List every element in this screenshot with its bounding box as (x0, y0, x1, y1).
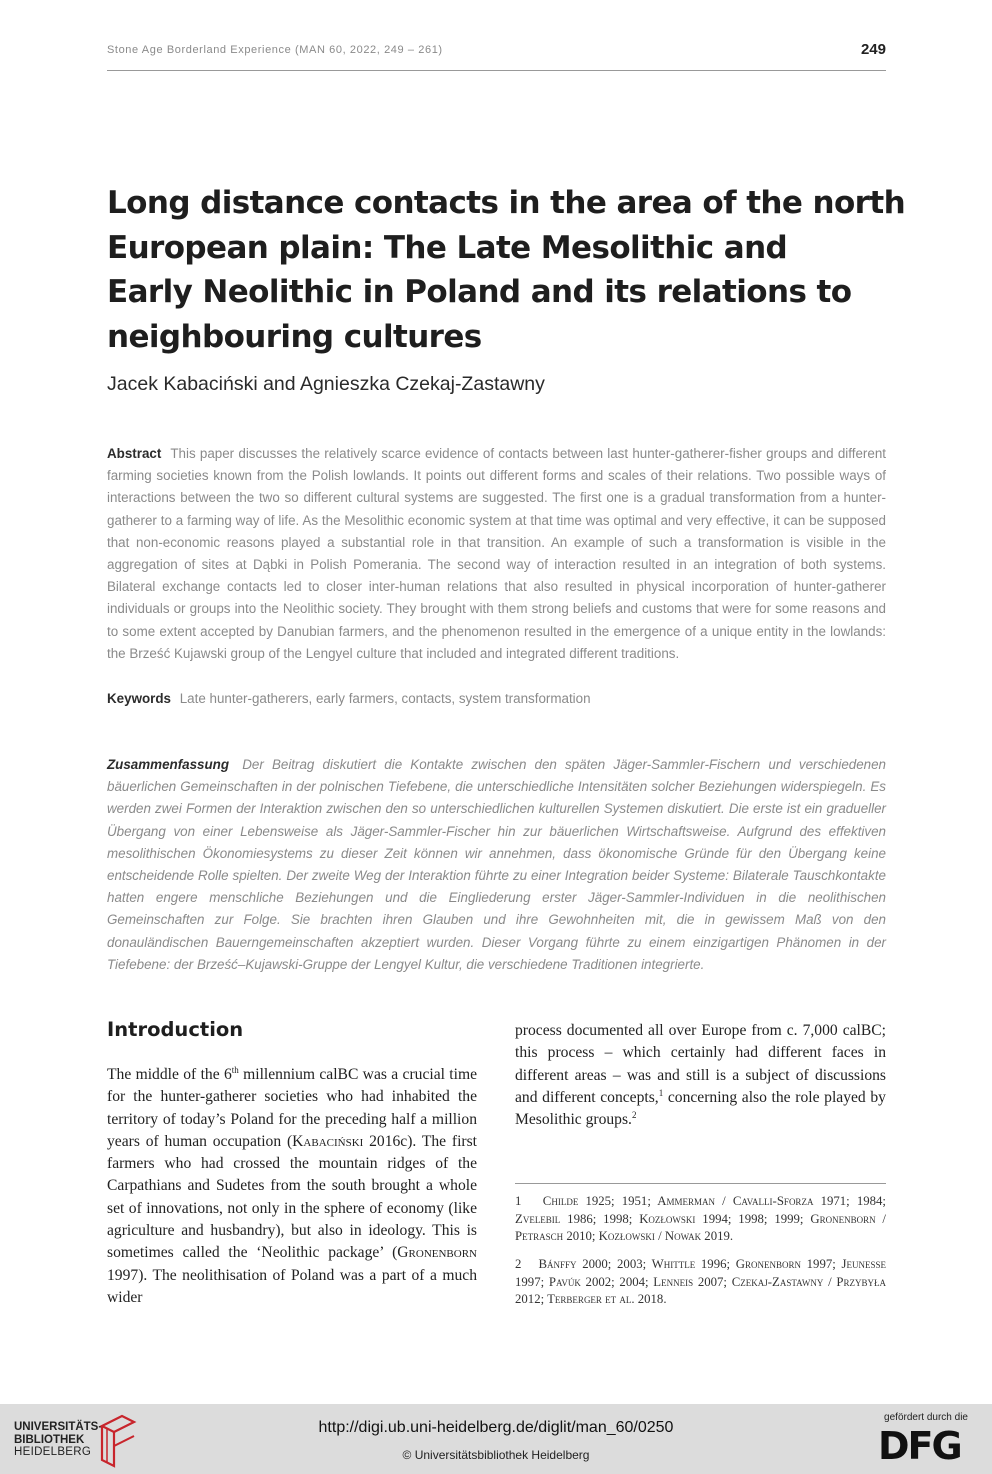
intro-paragraph-left (107, 1064, 477, 1309)
intro-paragraph-right (515, 1020, 886, 1131)
footnote-ref-1[interactable]: 1 (658, 1087, 664, 1098)
dfg-caption: gefördert durch die (884, 1412, 968, 1423)
abstract-text: This paper discusses the relatively scarce evidence of contacts between last hunter-gatherer-fisher groups and different farming societies known from the Polish lowlands. It points out different forms and scales of their relations. Two possible ways of interactions between the two so different cultural systems are suggested. The first one is a gradual transformation from a hunter-gatherer to a farming way of life. As the Mesolithic economic system at that time was optimal and very effective, it can be supposed that non-economic reasons played a substantial role in that transition. An example of such a transformation is visible in the aggregation of sites at Dąbki in Polish Pomerania. The second way of interaction resulted in an integration of both systems. Bilateral exchange contacts led to closer inter-human relations that also resulted in physical incorporation of hunter-gatherer individuals or groups into the Neolithic society. They brought with them strong beliefs and customs that were for some reasons and to some extent accepted by Danubian farmers, and the phenomenon resulted in the emergence of a unique entity in the lowlands: the Brześć Kujawski group of the Lengyel culture that included and integrated different traditions. (107, 446, 887, 661)
keywords-text: Late hunter-gatherers, early farmers, contacts, system transformation (179, 691, 591, 706)
keywords-label: Keywords (107, 691, 171, 706)
title-line: European plain: The Late Mesolithic and (107, 229, 788, 266)
abstract-label: Abstract (107, 446, 162, 461)
zusammenfassung (107, 754, 886, 976)
keywords (107, 688, 886, 710)
footnote-1 (515, 1193, 886, 1246)
citation-author: Kabaciński (292, 1132, 364, 1150)
running-head: Stone Age Borderland Experience (MAN 60, 2022, 249 – 261) (107, 44, 443, 56)
footnote-number: 2 (515, 1257, 522, 1271)
page-number: 249 (860, 41, 886, 58)
footnote-text: Bánffy 2000; 2003; Whittle 1996; Gronenborn 1997; Jeunesse 1997; Pavúk 2002; 2004; Lenneis 2007; Czekaj-Zastawny / Przybyła 2012; Terberger et al. 2018. (515, 1257, 886, 1306)
summary-text: Der Beitrag diskutiert die Kontakte zwischen den späten Jäger-Sammler-Fischern und verschiedenen bäuerlichen Gemeinschaften in der polnischen Tiefebene, die unterschiedliche Intensitäten solcher Beziehungen widerspiegeln. Es werden zwei Formen der Interaktion zwischen den so unterschiedlichen kulturellen Systemen diskutiert. Die erste ist ein gradueller Übergang von einer Lebensweise als Jäger-Sammler-Fischer hin zur bäuerlichen Wirtschaftsweise. Aufgrund des effektiven mesolithischen Ökonomiesystems zu dieser Zeit können wir annehmen, dass ökonomische Gründe für den Übergang keine entscheidende Rolle spielten. Der zweite Weg der Interaktion führte zu einer Integration beider Systeme: Bilaterale Tauschkontakte hatten engere menschliche Beziehungen und die Eingliederung erster Jäger-Sammler-Individuen in die neolithischen Gemeinschaften zur Folge. Sie brachten ihren Glauben und ihre Gewohnheiten mit, die in gewissem Maß von den donauländischen Bauerngemeinschaften akzeptiert wurden. Dieser Vorgang führte zu einem einzigartigen Phänomen in der Tiefebene: der Brześć–Kujawski-Gruppe der Lengyel Kultur, die verschiedene Traditionen integrierte. (107, 757, 886, 972)
title-line: Early Neolithic in Poland and its relations to (107, 274, 852, 310)
library-name-line: UNIVERSITÄTS- (14, 1421, 103, 1433)
library-name-line: BIBLIOTHEK (14, 1433, 85, 1446)
footnote-text: Childe 1925; 1951; Ammerman / Cavalli-Sforza 1971; 1984; Zvelebil 1986; 1998; Kozłowski 1994; 1998; 1999; Gronenborn / Petrasch 2010; Kozłowski / Nowak 2019. (515, 1194, 886, 1243)
copyright-notice: © Universitätsbibliothek Heidelberg (402, 1448, 590, 1462)
intro-text: concerning also the role played by Mesolithic groups. (515, 1088, 886, 1129)
summary-label: Zusammenfassung (107, 757, 230, 772)
dfg-logo[interactable] (878, 1423, 974, 1465)
footnote-2 (515, 1256, 886, 1309)
article-title (107, 181, 906, 359)
footnote-divider (515, 1183, 886, 1184)
intro-text: process documented all over Europe from c. 7,000 calBC; this process – which certainly had different faces in different areas – was and still is a subject of discussions and different concepts, (515, 1022, 886, 1106)
ordinal-superscript: th (231, 1065, 239, 1075)
authors: Jacek Kabaciński and Agnieszka Czekaj-Zastawny (107, 373, 545, 395)
title-line: Long distance contacts in the area of the north (107, 185, 906, 221)
section-heading-introduction: Introduction (107, 1018, 244, 1041)
page-header (107, 41, 886, 71)
intro-text: 1997). The neolithisation of Poland was a part of a much wider (107, 1266, 477, 1306)
footnote-ref-2[interactable]: 2 (631, 1110, 637, 1121)
citation-author: Gronenborn (397, 1244, 477, 1262)
abstract (107, 443, 886, 665)
dfg-logo-text: DFG (878, 1424, 961, 1465)
digital-library-footer (0, 1404, 992, 1474)
title-line: neighbouring cultures (107, 318, 482, 355)
intro-text: 2016c). The first farmers who had crossed the mountain ridges of the Carpathians and Sudetes from the south brought a whole set of innovations, not only in the sphere of economy (like agriculture and husbandry), but also in ideology. This is sometimes called the ‘Neolithic package’ ( (107, 1132, 478, 1262)
intro-text: millennium calBC was a crucial time for the hunter-gatherer societies who had inhabited the territory of today’s Poland for the preceding half a million years of human occupation ( (107, 1066, 478, 1150)
library-name-line: HEIDELBERG (14, 1446, 92, 1458)
intro-text: The middle of the 6 (107, 1066, 232, 1083)
footnote-number: 1 (515, 1194, 522, 1208)
source-url-link[interactable]: http://digi.ub.uni-heidelberg.de/diglit/man_60/0250 (318, 1419, 674, 1436)
